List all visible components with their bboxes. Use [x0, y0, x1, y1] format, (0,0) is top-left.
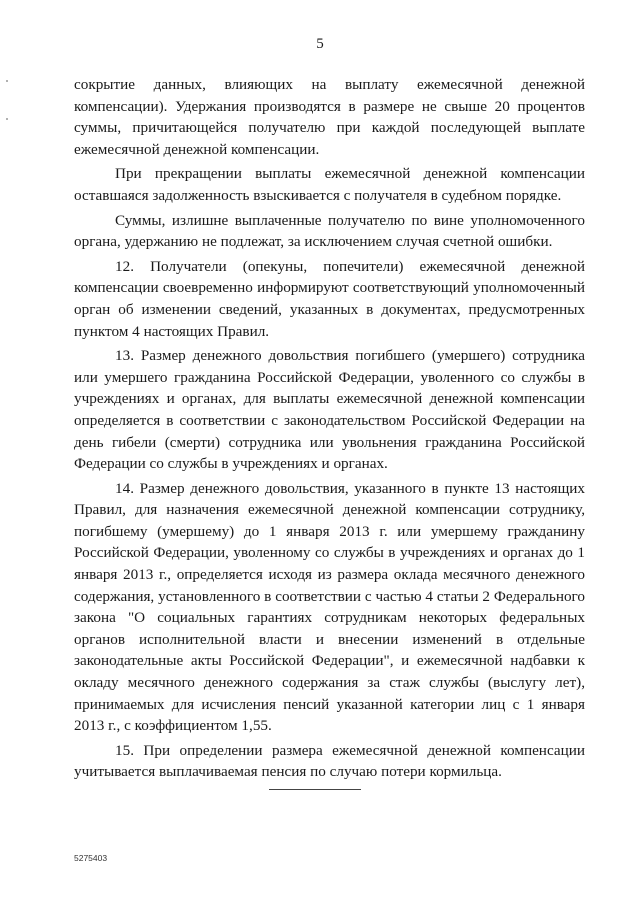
scan-mark	[6, 80, 8, 82]
paragraph-item-13: 13. Размер денежного довольствия погибшего (умершего) сотрудника или умершего гражданина Российской Федерации, уволенного со службы в учреждениях и органах, для выплаты ежемесячной денежной компенсации определяется в соответствии с законодательством Российской Федерации на день гибели (смерти) сотрудника или увольнения гражданина Российской Федерации со службы в учреждениях и органах.	[74, 347, 585, 473]
page-number: 5	[316, 36, 324, 52]
paragraph-item-15: 15. При определении размера ежемесячной денежной компенсации учитывается выплачиваемая пенсия по случаю потери кормильца.	[74, 741, 585, 781]
paragraph-item-12: 12. Получатели (опекуны, попечители) ежемесячной денежной компенсации своевременно информируют соответствующий уполномоченный орган об изменении сведений, указанных в документах, предусмотренных пунктом 4 настоящих Правил.	[74, 257, 585, 340]
end-of-text-divider	[269, 789, 361, 790]
document-body	[74, 74, 585, 783]
paragraph-item-14: 14. Размер денежного довольствия, указанного в пункте 13 настоящих Правил, для назначения ежемесячной денежной компенсации сотруднику, погибшему (умершему) до 1 января 2013 г. или умершему гражданину Российской Федерации, уволенному со службы в учреждениях и органах до 1 января 2013 г., определяется исходя из размера оклада месячного денежного содержания, установленного в соответствии с частью 4 статьи 2 Федерального закона "О социальных гарантиях сотрудникам некоторых федеральных органов исполнительной власти и внесении изменений в отдельные законодательные акты Российской Федерации", и ежемесячной надбавки к окладу месячного денежного содержания за стаж службы (выслугу лет), принимаемых для исчисления пенсий указанной категории лиц с 1 января 2013 г., с коэффициентом 1,55.	[74, 479, 585, 735]
scan-mark	[6, 118, 8, 120]
paragraph-debt-recovery: При прекращении выплаты ежемесячной денежной компенсации оставшаяся задолженность взыскивается с получателя в судебном порядке.	[74, 165, 585, 204]
paragraph-continuation: сокрытие данных, влияющих на выплату ежемесячной денежной компенсации). Удержания производятся в размере не свыше 20 процентов суммы, причитающейся получателю при каждой последующей выплате ежемесячной денежной компенсации.	[74, 76, 585, 158]
paragraph-overpaid-sums: Суммы, излишне выплаченные получателю по вине уполномоченного органа, удержанию не подлежат, за исключением случая счетной ошибки.	[74, 211, 585, 251]
document-code: 5275403	[74, 853, 108, 863]
